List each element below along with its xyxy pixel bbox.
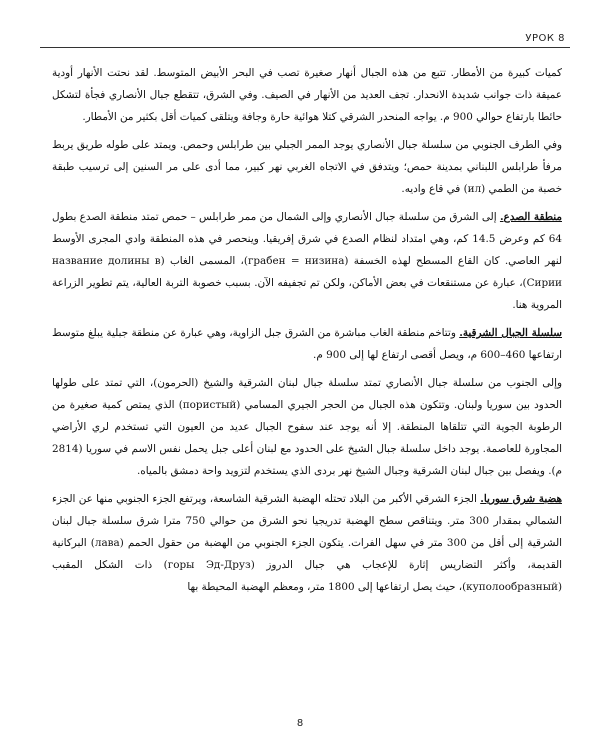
paragraph-text: وإلى الجنوب من سلسلة جبال الأنصاري تمتد سلسلة جبال لبنان الشرقية والشيخ (الحرمون)، التي تمتد على طولها الحدود بين سوريا ولبنان. وتتكون هذه الجبال من الحجر الجيري المسامي (пористый) الذي يمتص كمية صغيرة من الرطوبة الجوية التي تتلقاها المنطقة. إلا أنه يوجد عند سفوح الجبال عديد من العيون التي تستخدم لري الأراضي المجاورة للعاصمة. يوجد داخل سلسلة جبال الشيخ على الحدود مع لبنان أعلى جبل يحمل نفس الاسم في سوريا (2814 م). ويفصل بين جبال لبنان الشرقية وجبال الشيخ نهر بردى الذي يستخدم لتزويد واحة دمشق بالمياه. [52,377,562,477]
paragraph-rift-zone [52,206,562,316]
page-number: 8 [296,718,304,729]
paragraph-rainfall [52,62,562,128]
section-term: سلسلة الجبال الشرقية. [459,327,562,339]
paragraph-text: كميات كبيرة من الأمطار. تتبع من هذه الجبال أنهار صغيرة تصب في البحر الأبيض المتوسط. لقد نحتت الأنهار أودية عميقة ذات جوانب شديدة الانحدار. تجف العديد من الأنهار في الصيف. وفي الشرق، تتقطع جبال الأنصاري فجأة لتشكل حائطا بارتفاع حوالي 900 م. يواجه المنحدر الشرقي كتلا هوائية حارة وجافة ويتلقى كميات أقل بكثير من الأمطار. [52,67,562,123]
paragraph-text: وتتاخم منطقة الغاب مباشرة من الشرق جبل الزاوية، وهي عبارة عن منطقة جبلية يبلغ متوسط ارتفاعها 460–600 م، ويصل أقصى ارتفاع لها إلى 900 م. [52,327,562,361]
header-rule [40,47,570,48]
lesson-header: УРОК 8 [525,33,565,44]
paragraph-text: الجزء الشرقي الأكبر من البلاد تحتله الهضبة الشرقية الشاسعة، ويرتفع الجزء الجنوبي منها عن الجزء الشمالي بمقدار 300 متر. ويتناقص سطح الهضبة تدريجيا نحو الشرق من حوالي 750 مترا شرق سلسلة جبال لبنان الشرقية إلى أقل من 300 متر في سهل الفرات. يتكون الجزء الجنوبي من الهضبة من حقول الحمم (лава) البركانية القديمة، وأكثر التضاريس إثارة للإعجاب هي جبال الدروز (горы Эд-Друз) ذات الشكل المقبب (куполообразный)، حيث يصل ارتفاعها إلى 1800 متر، ومعظم الهضبة المحيطة بها [52,493,563,593]
paragraph-text: إلى الشرق من سلسلة جبال الأنصاري وإلى الشمال من ممر طرابلس – حمص تمتد منطقة الصدع بطول 64 كم وعرض 14.5 كم، وهي امتداد لنظام الصدع في شرق إفريقيا. وينحصر في هذه المنطقة وادي المجرى الأوسط لنهر العاصي. كان القاع المسطح لهذه الخسفة (грабен = низина)، المسمى الغاب (название долины в Сирии)، عبارة عن مستنقعات في بعض الأماكن، ولكن تم تجفيفه الآن. بسبب خصوبة التربة العالية، يتم تطوير الزراعة المروية هنا. [52,211,562,311]
paragraph-text: وفي الطرف الجنوبي من سلسلة جبال الأنصاري يوجد الممر الجبلي بين طرابلس وحمص. ويمتد على طوله طريق يربط مرفأ طرابلس اللبناني بمدينة حمص؛ ويتدفق في الاتجاه الغربي نهر كبير، مما أدى على مر السنين إلى ترسيب طبقة خصبة من الطمي (ил) في قاع واديه. [52,139,562,195]
section-term: هضبة شرق سوريا. [480,493,562,505]
article-body [52,62,562,604]
paragraph-tripoli-homs-pass [52,134,562,200]
section-term: منطقة الصدع. [499,211,562,223]
paragraph-eastern-plateau [52,488,562,598]
paragraph-anti-lebanon [52,372,562,482]
paragraph-eastern-range [52,322,562,366]
